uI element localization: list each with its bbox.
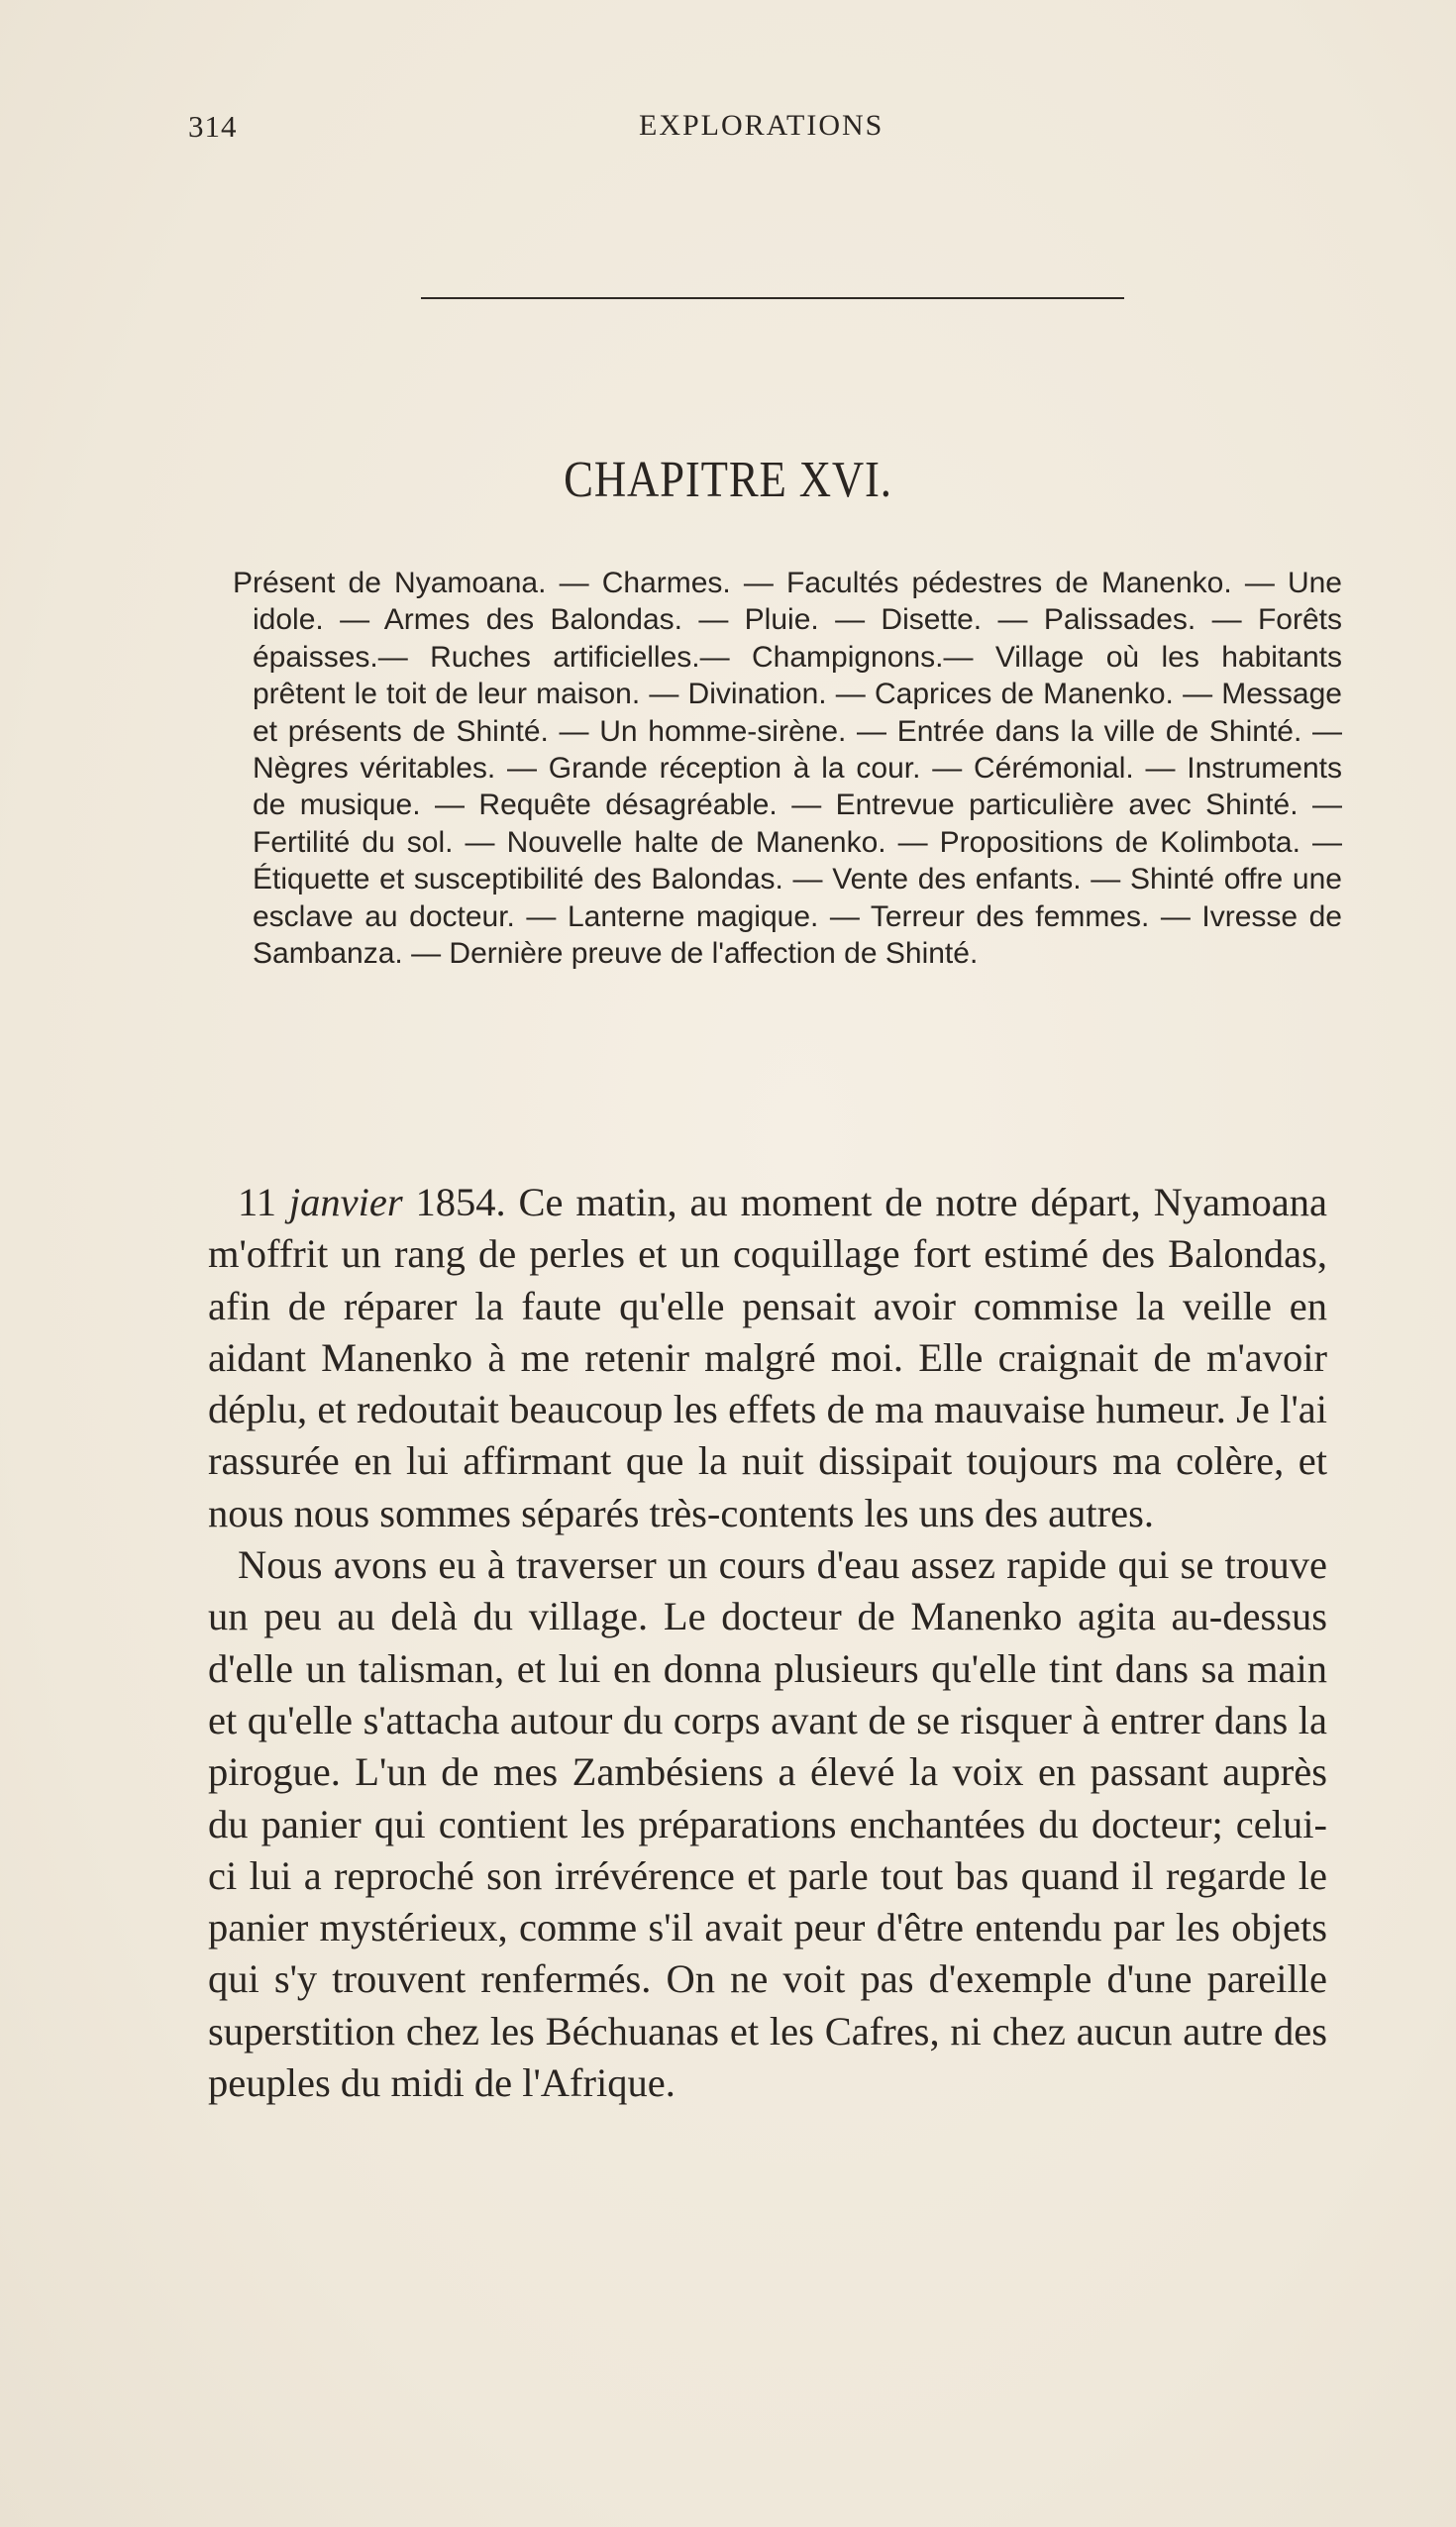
page-number: 314 bbox=[188, 109, 238, 144]
dateline-year: 1854. bbox=[415, 1180, 506, 1224]
body-text bbox=[208, 1177, 1327, 2109]
chapter-summary: Présent de Nyamoana. — Charmes. — Facultés pédestres de Manenko. — Une idole. — Armes des Balondas. — Pluie. — Disette. — Palissades. — Forêts épaisses.— Ruches artificielles.— Champignons.— Village où les habitants prêtent le toit de leur maison. — Divination. — Caprices de Manenko. — Message et présents de Shinté. — Un homme-sirène. — Entrée dans la ville de Shinté. — Nègres véritables. — Grande réception à la cour. — Cérémonial. — Instruments de musique. — Requête désagréable. — Entrevue particulière avec Shinté. — Fertilité du sol. — Nouvelle halte de Manenko. — Propositions de Kolimbota. — Étiquette et susceptibilité des Balondas. — Vente des enfants. — Shinté offre une esclave au docteur. — Lanterne magique. — Terreur des femmes. — Ivresse de Sambanza. — Dernière preuve de l'affection de Shinté. bbox=[233, 567, 1342, 971]
paragraph-1 bbox=[208, 1177, 1327, 1539]
running-title: EXPLORATIONS bbox=[639, 109, 884, 142]
dateline-day: 11 bbox=[238, 1180, 276, 1224]
chapter-title: CHAPITRE XVI. bbox=[564, 452, 892, 508]
dateline-month: janvier bbox=[288, 1180, 403, 1224]
page-header bbox=[188, 109, 1327, 149]
paragraph-1-text: Ce matin, au moment de notre départ, Nyamoana m'offrit un rang de perles et un coquillage fort estimé des Balondas, afin de réparer la faute qu'elle pensait avoir commise la veille en aidant Manenko à me retenir malgré moi. Elle craignait de m'avoir déplu, et redoutait beaucoup les effets de ma mauvaise humeur. Je l'ai rassurée en lui affirmant que la nuit dissipait toujours ma colère, et nous nous sommes séparés très-contents les uns des autres. bbox=[208, 1180, 1328, 1535]
paragraph-2: Nous avons eu à traverser un cours d'eau assez rapide qui se trouve un peu au delà du village. Le docteur de Manenko agita au-dessus d'elle un talisman, et lui en donna plusieurs qu'elle tint dans sa main et qu'elle s'attacha autour du corps avant de se risquer à entrer dans la pirogue. L'un de mes Zambésiens a élevé la voix en passant auprès du panier qui contient les préparations enchantées du docteur; celui-ci lui a reproché son irrévérence et parle tout bas quand il regarde le panier mystérieux, comme s'il avait peur d'être entendu par les objets qui s'y trouvent renfermés. On ne voit pas d'exemple d'une pareille superstition chez les Béchuanas et les Cafres, ni chez aucun autre des peuples du midi de l'Afrique. bbox=[208, 1542, 1327, 2106]
chapter-rule bbox=[421, 297, 1124, 299]
